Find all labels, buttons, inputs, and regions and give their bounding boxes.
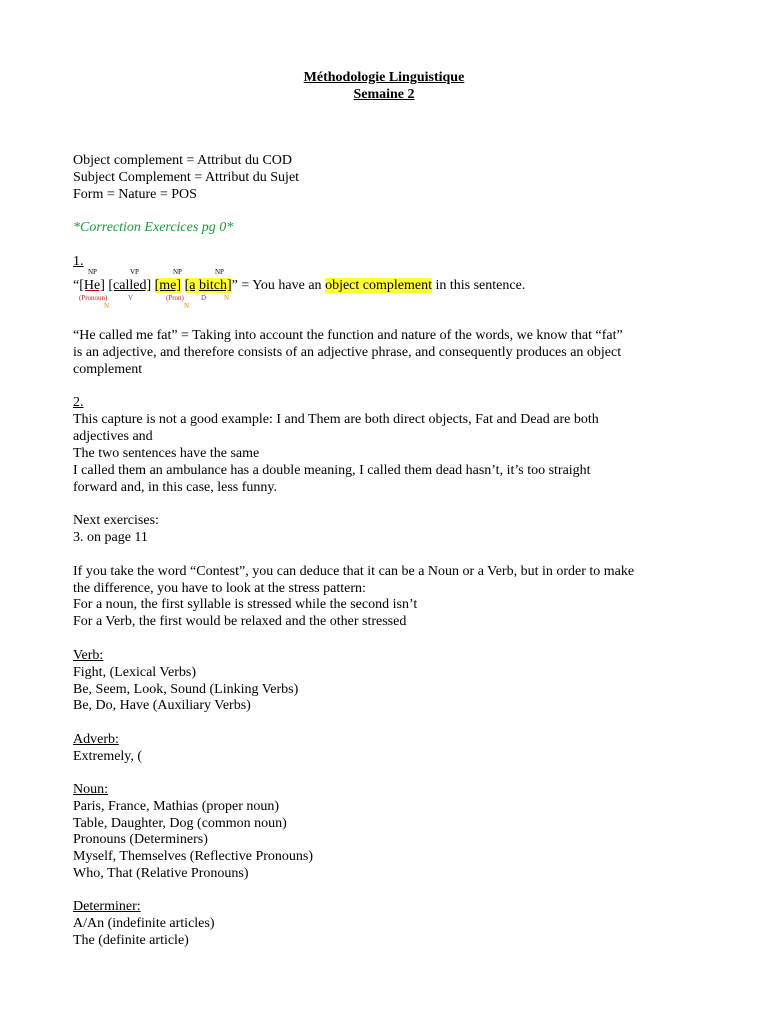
tag-n: N: [184, 302, 190, 310]
definition-line: Form = Nature = POS: [73, 187, 197, 202]
next-exercises-item: 3. on page 11: [73, 530, 148, 545]
list-item: The (definite article): [73, 933, 189, 948]
list-item: Table, Daughter, Dog (common noun): [73, 816, 287, 831]
title-line-2: Semaine 2: [353, 87, 415, 102]
section-heading-verb: Verb:: [73, 648, 104, 663]
exercise-2-number: 2.: [73, 395, 84, 410]
paragraph-line: forward and, in this case, less funny.: [73, 480, 277, 495]
tag-pron: (Pron): [166, 294, 184, 302]
list-item: Extremely, (: [73, 749, 143, 764]
paragraph-line: I called them an ambulance has a double meaning, I called them dead hasn’t, it’s too straight: [73, 463, 591, 478]
paragraph-line: “He called me fat” = Taking into account the function and nature of the words, we know that “fat”: [73, 328, 623, 343]
list-item: Who, That (Relative Pronouns): [73, 866, 249, 881]
word-bitch: bitch]: [198, 278, 232, 293]
title-line-1: Méthodologie Linguistique: [303, 70, 465, 85]
exercise-1-number: 1.: [73, 254, 84, 269]
highlight-object-complement: object complement: [325, 278, 432, 293]
definition-line: Subject Complement = Attribut du Sujet: [73, 170, 300, 185]
section-heading-adverb: Adverb:: [73, 732, 119, 747]
correction-heading: *Correction Exercices pg 0*: [73, 220, 234, 235]
document-title: [0, 69, 768, 103]
list-item: Be, Seem, Look, Sound (Linking Verbs): [73, 682, 299, 697]
tag-v: V: [128, 294, 134, 302]
paragraph-line: This capture is not a good example: I and Them are both direct objects, Fat and Dead are both: [73, 412, 599, 427]
tag-n: N: [224, 294, 230, 302]
paragraph-line: is an adjective, and therefore consists of an adjective phrase, and consequently produces an object: [73, 345, 622, 360]
word-me: [me]: [154, 278, 182, 293]
tag-np: NP: [88, 268, 97, 276]
paragraph-line: If you take the word “Contest”, you can deduce that it can be a Noun or a Verb, but in order to make: [73, 564, 635, 579]
tag-d: D: [201, 294, 207, 302]
paragraph-line: adjectives and: [73, 429, 153, 444]
word-a: [a: [184, 278, 196, 293]
tag-np: NP: [173, 268, 182, 276]
section-heading-noun: Noun:: [73, 782, 108, 797]
list-item: Be, Do, Have (Auxiliary Verbs): [73, 698, 251, 713]
tag-pronoun: (Pronoun): [79, 294, 108, 302]
tag-np: NP: [215, 268, 224, 276]
paragraph-line: The two sentences have the same: [73, 446, 260, 461]
tag-n: N: [104, 302, 110, 310]
word-he: [He]: [79, 278, 105, 293]
example-sentence: “[He] [called] [me] [a bitch]” = You have an object complement in this sentence.: [73, 278, 526, 293]
section-heading-determiner: Determiner:: [73, 899, 141, 914]
paragraph-line: the difference, you have to look at the stress pattern:: [73, 581, 366, 596]
next-exercises-label: Next exercises:: [73, 513, 159, 528]
paragraph-line: complement: [73, 362, 143, 377]
list-item: Pronouns (Determiners): [73, 832, 208, 847]
paragraph-line: For a noun, the first syllable is stressed while the second isn’t: [73, 597, 418, 612]
list-item: Paris, France, Mathias (proper noun): [73, 799, 280, 814]
list-item: Fight, (Lexical Verbs): [73, 665, 196, 680]
paragraph-line: For a Verb, the first would be relaxed and the other stressed: [73, 614, 407, 629]
list-item: A/An (indefinite articles): [73, 916, 215, 931]
tag-vp: VP: [130, 268, 139, 276]
word-called: [called]: [108, 278, 152, 293]
list-item: Myself, Themselves (Reflective Pronouns): [73, 849, 314, 864]
definition-line: Object complement = Attribut du COD: [73, 153, 293, 168]
